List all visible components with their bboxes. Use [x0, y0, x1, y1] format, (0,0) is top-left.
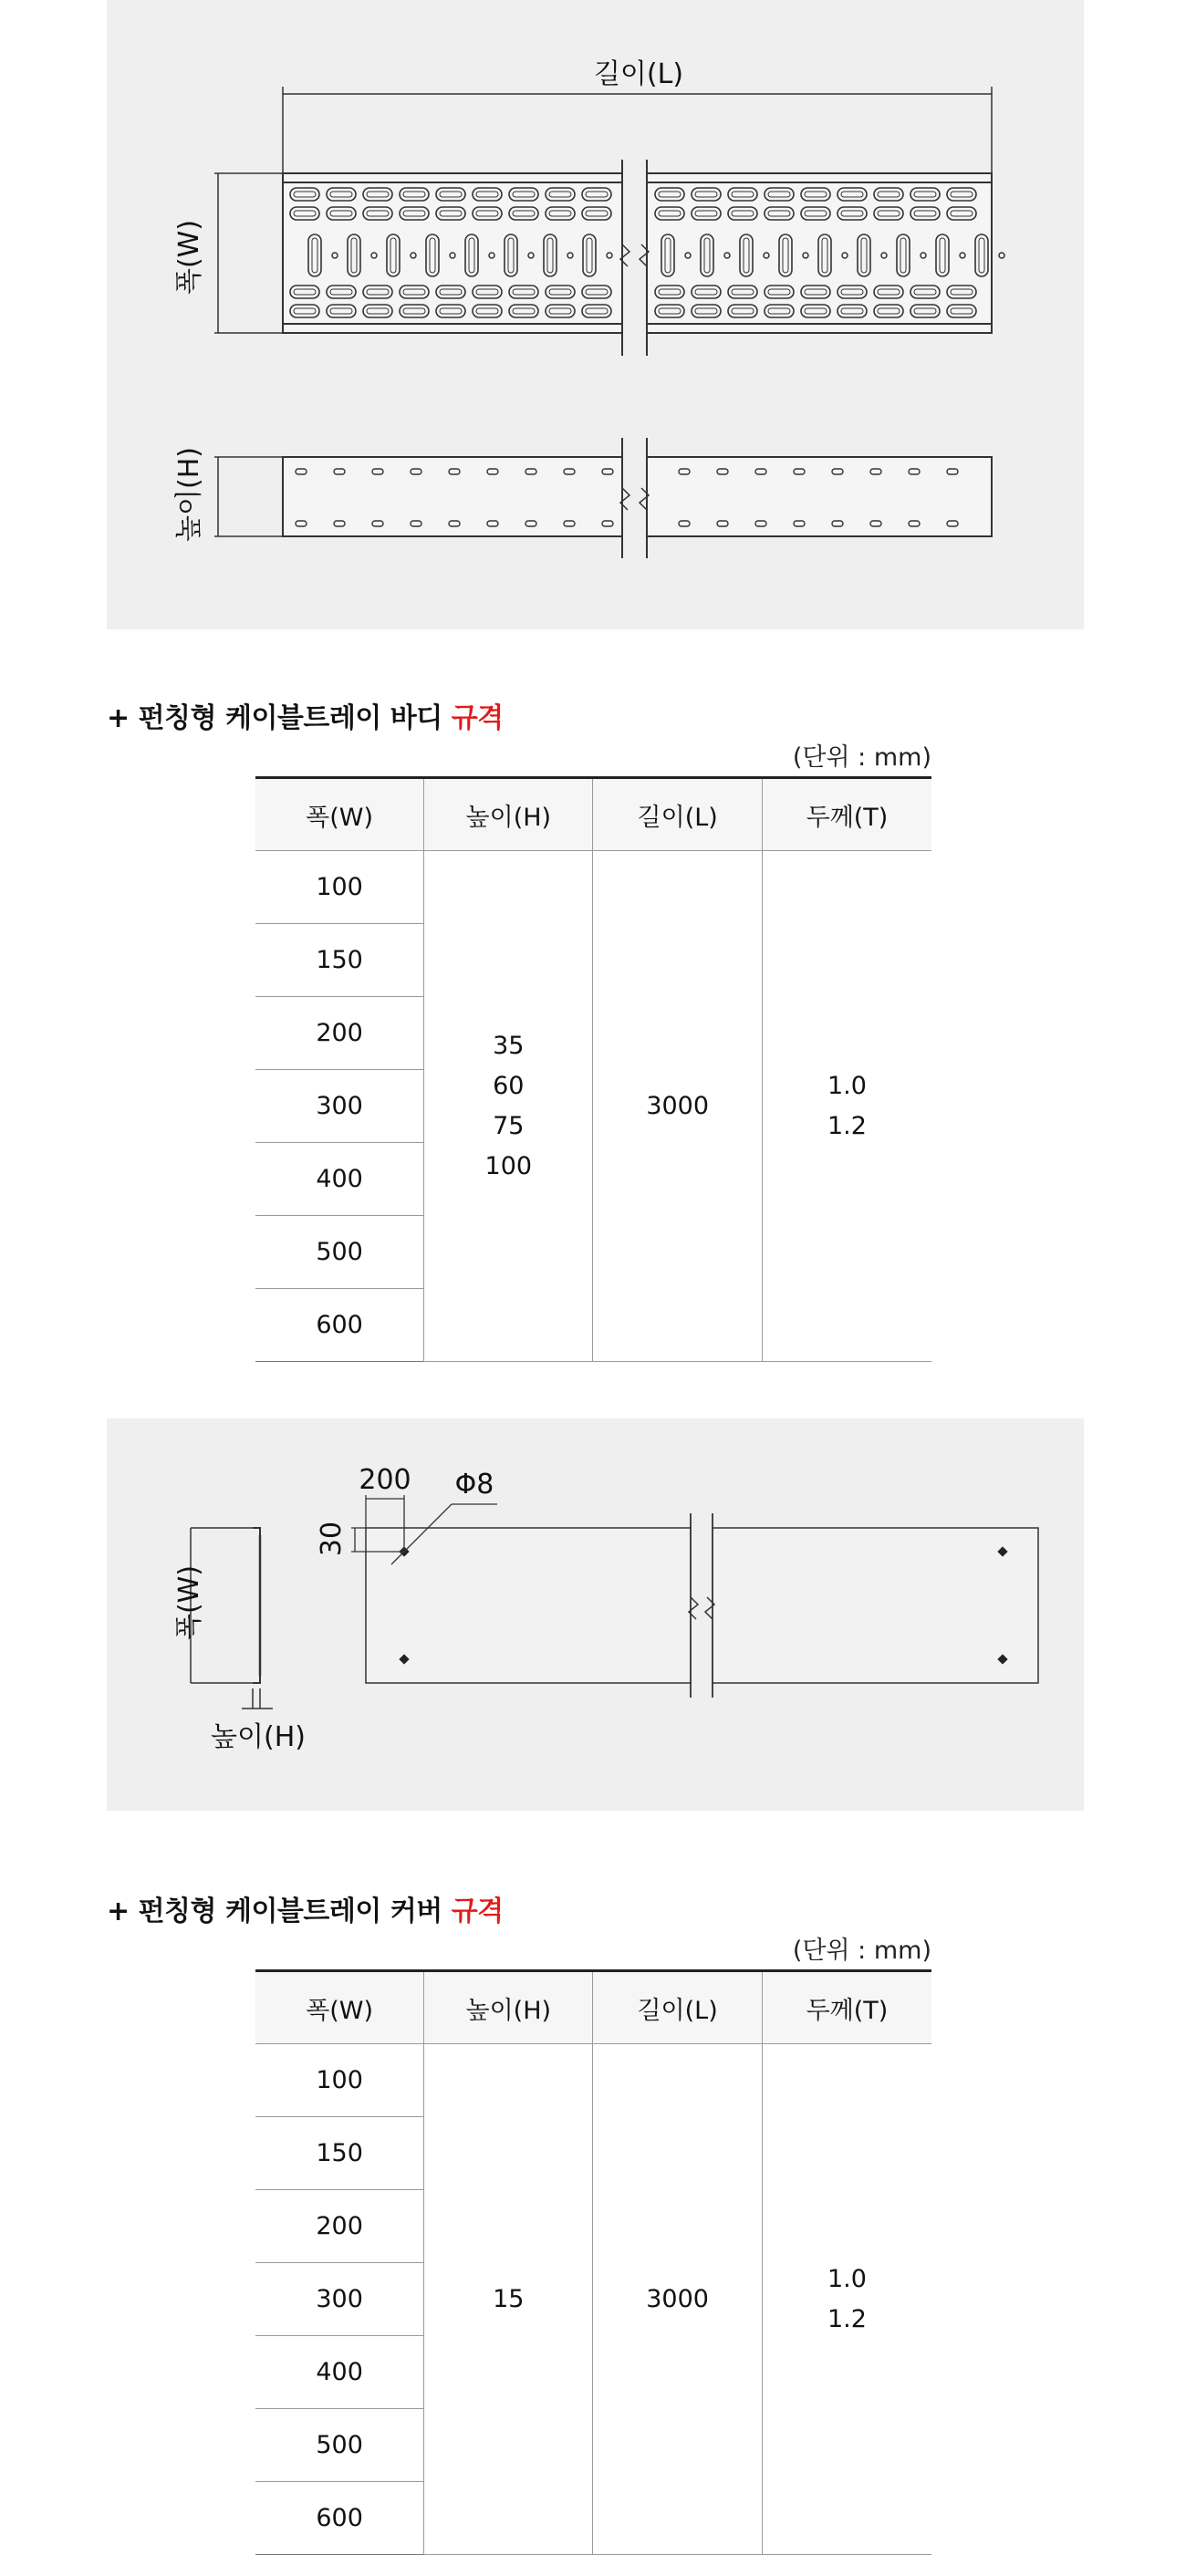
length-cell: 3000 [593, 2044, 763, 2555]
height-value: 100 [484, 1151, 533, 1180]
body-unit-label: (단위 : mm) [792, 743, 931, 772]
header-height: 높이(H) [424, 778, 593, 851]
header-thickness: 두께(T) [762, 1971, 931, 2044]
length-label: 길이(L) [593, 58, 684, 90]
body-diagram-panel [107, 0, 1084, 629]
height-values-cell [424, 851, 593, 1362]
dim-phi-label: Φ8 [454, 1469, 494, 1501]
body-diagram [107, 0, 1084, 629]
height-value: 35 [493, 1031, 525, 1060]
width-cell: 600 [255, 1289, 424, 1362]
thickness-value: 1.0 [827, 2264, 867, 2293]
thickness-cell [762, 851, 931, 1362]
thickness-value: 1.2 [827, 2304, 867, 2333]
cover-heading-text: + 펀칭형 케이블트레이 커버 [107, 1896, 452, 1927]
length-cell: 3000 [593, 851, 763, 1362]
width-cell: 600 [255, 2482, 424, 2555]
thickness-value: 1.0 [827, 1071, 867, 1100]
header-length: 길이(L) [593, 778, 763, 851]
punch-dot [999, 253, 1004, 258]
body-spec-heading [107, 695, 504, 735]
table-row [255, 851, 931, 924]
header-width: 폭(W) [255, 778, 424, 851]
width-cell: 500 [255, 1216, 424, 1289]
height-label: 높이(H) [173, 447, 205, 542]
header-thickness: 두께(T) [762, 778, 931, 851]
cover-spec-table [255, 1969, 931, 2555]
width-cell: 200 [255, 2190, 424, 2263]
dim-200-label: 200 [359, 1464, 411, 1496]
cover-diagram [107, 1418, 1084, 1811]
header-width: 폭(W) [255, 1971, 424, 2044]
height-value: 75 [493, 1111, 525, 1140]
cover-heading-accent: 규격 [451, 1896, 504, 1927]
width-cell: 500 [255, 2409, 424, 2482]
width-cell: 400 [255, 2336, 424, 2409]
width-cell: 400 [255, 1143, 424, 1216]
dim-30-label: 30 [316, 1521, 348, 1557]
header-length: 길이(L) [593, 1971, 763, 2044]
height-cell: 15 [424, 2044, 593, 2555]
cover-profile-flange [253, 1528, 260, 1535]
body-spec-table [255, 776, 931, 1362]
width-label: 폭(W) [173, 1564, 205, 1641]
width-cell: 100 [255, 851, 424, 924]
body-heading-accent: 규격 [451, 702, 504, 734]
width-label: 폭(W) [173, 219, 205, 296]
cover-unit-label: (단위 : mm) [792, 1937, 931, 1965]
width-cell: 150 [255, 2117, 424, 2190]
break-gap [692, 1515, 712, 1696]
height-label: 높이(H) [211, 1721, 306, 1753]
header-height: 높이(H) [424, 1971, 593, 2044]
width-cell: 150 [255, 924, 424, 997]
width-cell: 100 [255, 2044, 424, 2117]
width-cell: 300 [255, 1070, 424, 1143]
cover-spec-heading [107, 1888, 504, 1928]
thickness-cell [762, 2044, 931, 2555]
width-cell: 300 [255, 2263, 424, 2336]
cover-diagram-panel [107, 1418, 1084, 1811]
width-cell: 200 [255, 997, 424, 1070]
table-row [255, 2044, 931, 2117]
thickness-value: 1.2 [827, 1111, 867, 1140]
cover-profile-flange [253, 1676, 260, 1683]
body-heading-text: + 펀칭형 케이블트레이 바디 [107, 702, 452, 734]
height-value: 60 [493, 1071, 525, 1100]
